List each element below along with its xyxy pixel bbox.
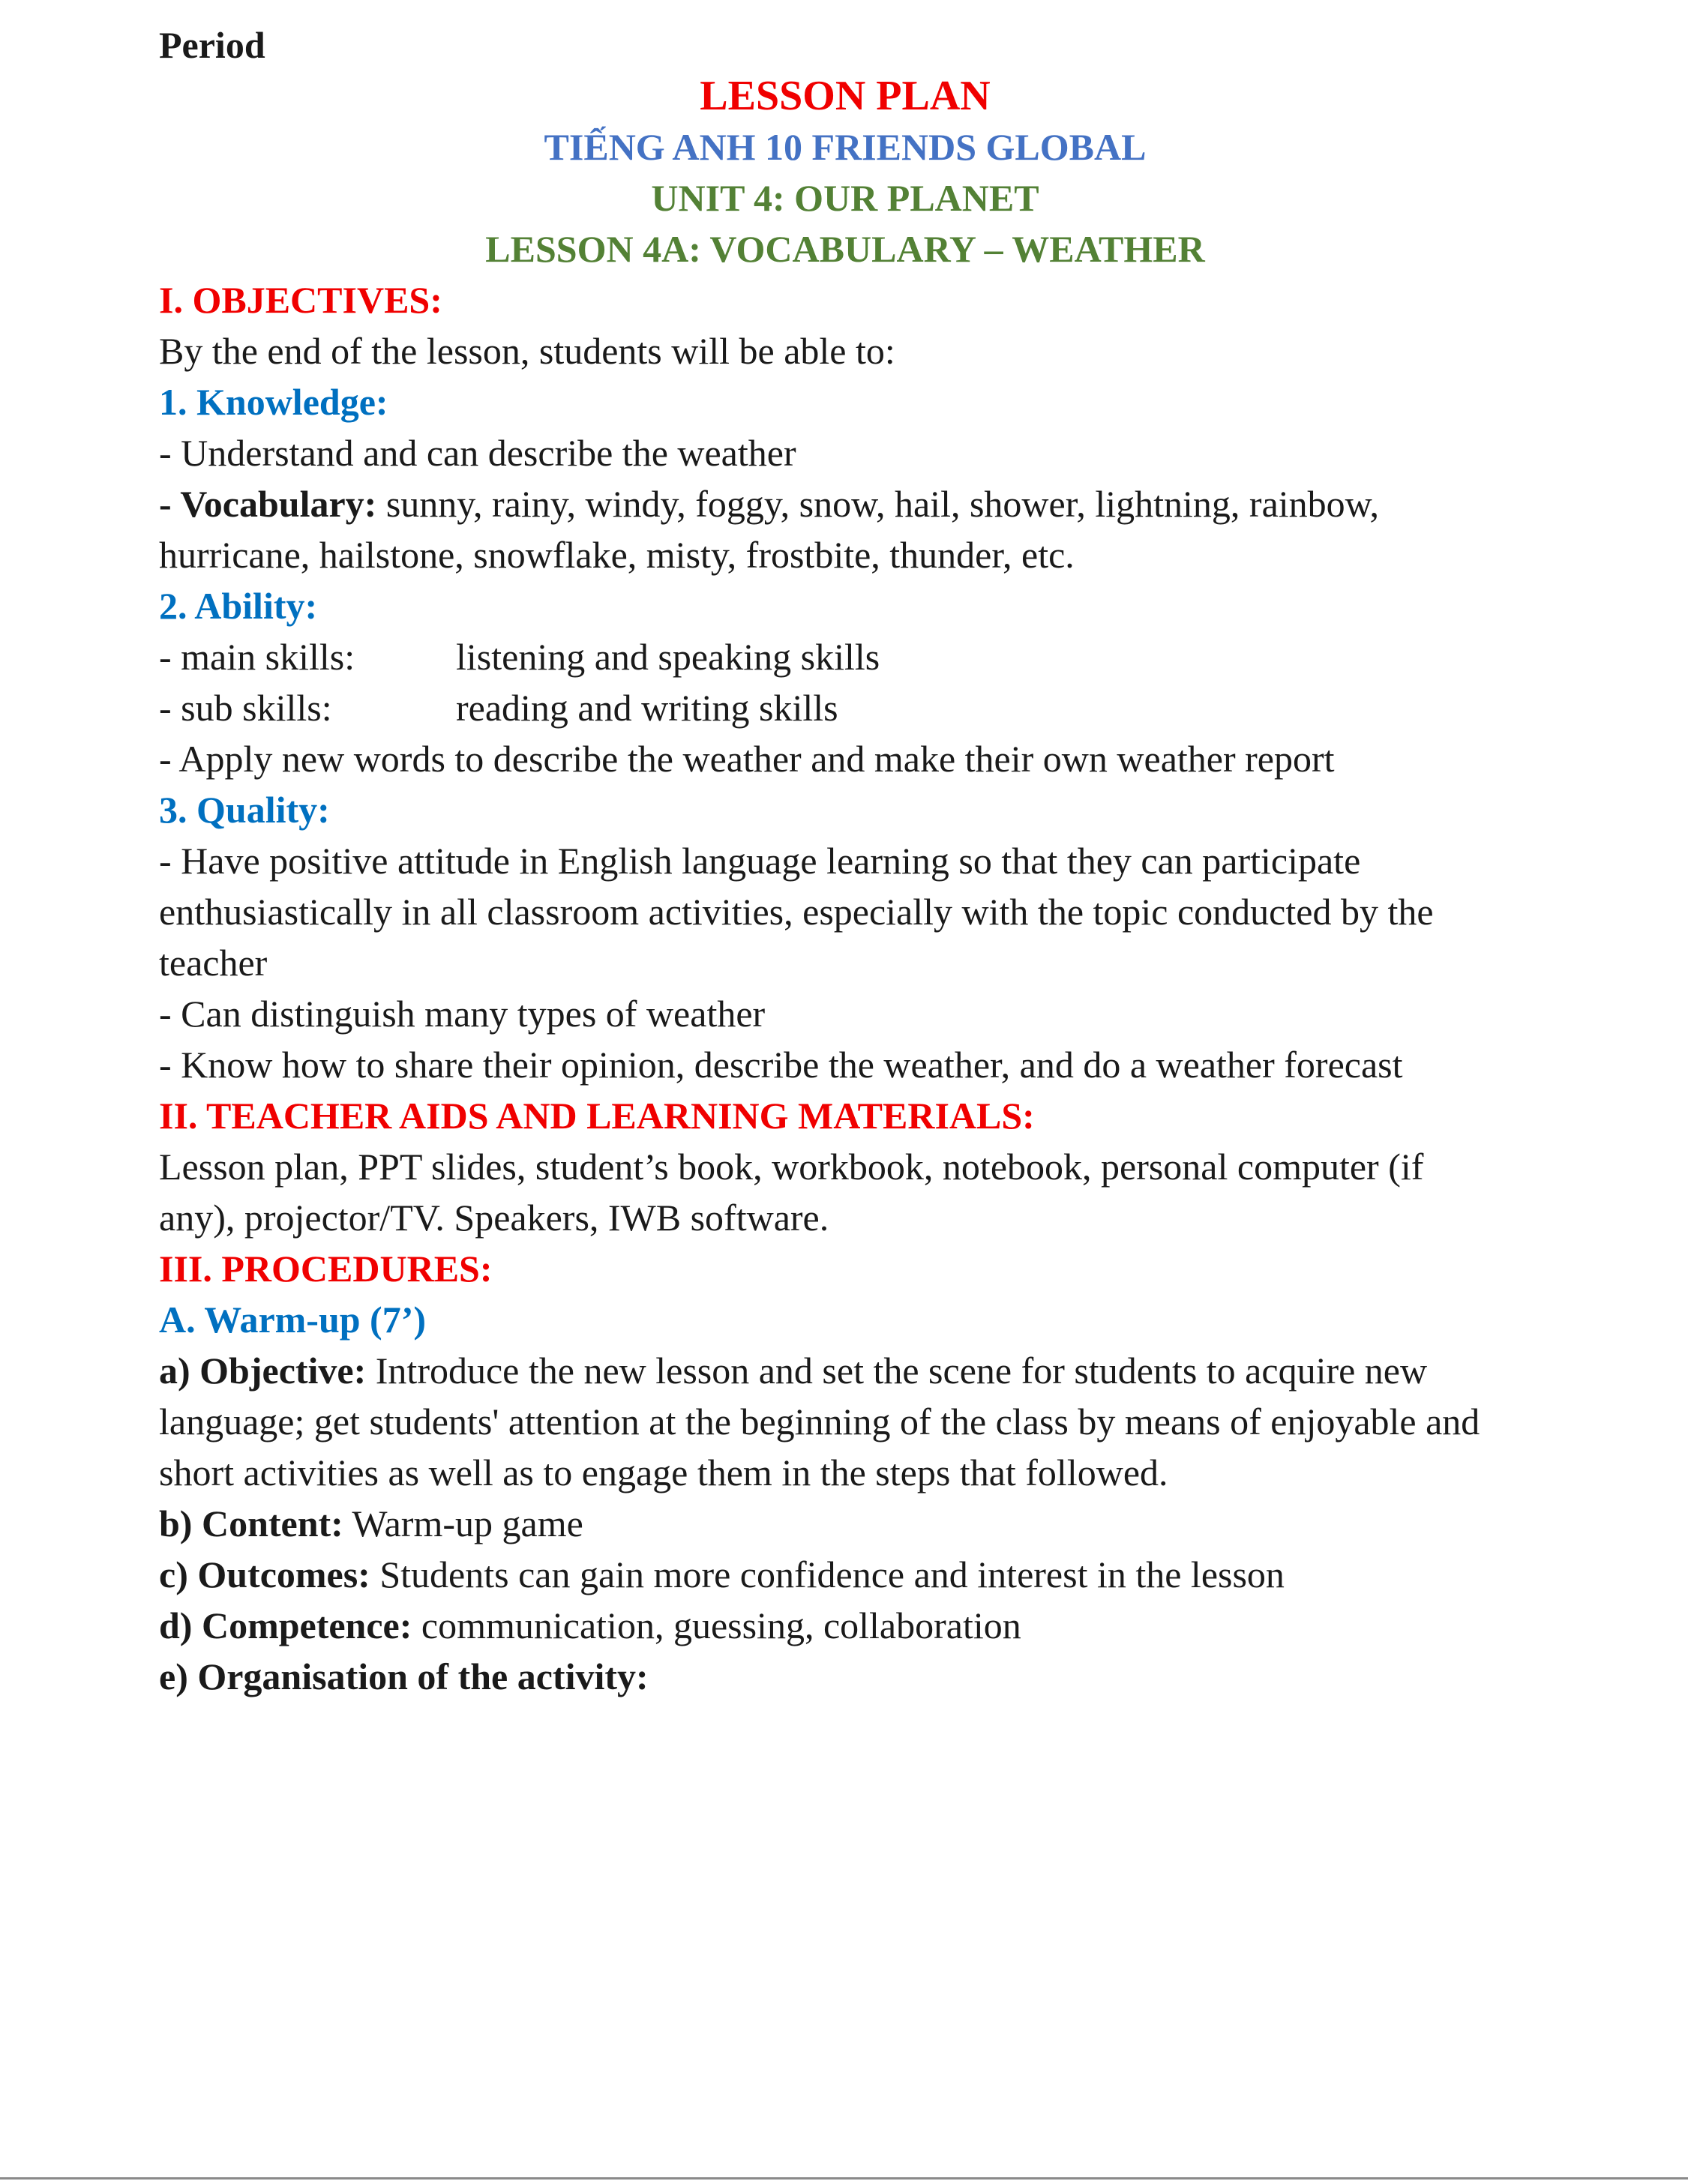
quality-line: teacher <box>159 942 268 984</box>
main-skills-label: - main skills: <box>159 636 355 678</box>
document-page <box>159 19 1531 1702</box>
page-bottom-border <box>0 2177 1688 2180</box>
outcomes-line <box>159 1549 1531 1600</box>
lesson-title: LESSON 4A: VOCABULARY – WEATHER <box>485 228 1205 270</box>
sub-skills-label: - sub skills: <box>159 687 332 729</box>
competence-value: communication, guessing, collaboration <box>412 1604 1021 1646</box>
competence-line <box>159 1600 1531 1651</box>
ability-apply: - Apply new words to describe the weather and make their own weather report <box>159 738 1335 780</box>
outcomes-value: Students can gain more confidence and interest in the lesson <box>370 1553 1285 1595</box>
knowledge-item: - Understand and can describe the weather <box>159 432 796 474</box>
vocabulary-line <box>159 478 1531 529</box>
materials-line: Lesson plan, PPT slides, student’s book, workbook, notebook, personal computer (if <box>159 1146 1424 1188</box>
outcomes-label: c) Outcomes: <box>159 1553 370 1595</box>
competence-label: d) Competence: <box>159 1604 412 1646</box>
quality-line: - Can distinguish many types of weather <box>159 993 766 1035</box>
main-skills-line <box>159 631 1531 682</box>
content-label: b) Content: <box>159 1502 343 1544</box>
quality-heading: 3. Quality: <box>159 789 330 831</box>
quality-line: - Know how to share their opinion, describe the weather, and do a weather forecast <box>159 1044 1403 1086</box>
content-value: Warm-up game <box>343 1502 583 1544</box>
course-title: TIẾNG ANH 10 FRIENDS GLOBAL <box>544 126 1147 168</box>
objectives-heading: I. OBJECTIVES: <box>159 279 442 321</box>
period-label: Period <box>159 24 265 66</box>
quality-line: - Have positive attitude in English language learning so that they can participate <box>159 840 1361 882</box>
unit-title: UNIT 4: OUR PLANET <box>651 177 1039 219</box>
warmup-heading: A. Warm-up (7’) <box>159 1299 427 1341</box>
objective-label: a) Objective: <box>159 1350 367 1392</box>
vocabulary-label: - Vocabulary: <box>159 483 377 525</box>
content-line <box>159 1498 1531 1549</box>
lesson-plan-title: LESSON PLAN <box>700 73 991 119</box>
vocabulary-list: sunny, rainy, windy, foggy, snow, hail, shower, lightning, rainbow, <box>376 483 1380 525</box>
knowledge-heading: 1. Knowledge: <box>159 381 388 423</box>
procedures-heading: III. PROCEDURES: <box>159 1248 493 1290</box>
objective-text: Introduce the new lesson and set the scene for students to acquire new <box>366 1350 1428 1392</box>
sub-skills-line <box>159 682 1531 733</box>
materials-heading: II. TEACHER AIDS AND LEARNING MATERIALS: <box>159 1095 1035 1137</box>
materials-line: any), projector/TV. Speakers, IWB software. <box>159 1197 829 1239</box>
objective-line <box>159 1345 1531 1396</box>
ability-heading: 2. Ability: <box>159 585 318 627</box>
objectives-intro: By the end of the lesson, students will be able to: <box>159 330 895 372</box>
objective-text-cont: language; get students' attention at the beginning of the class by means of enjoyable and <box>159 1401 1480 1443</box>
organisation-label: e) Organisation of the activity: <box>159 1655 649 1697</box>
main-skills-value: listening and speaking skills <box>456 636 880 678</box>
vocabulary-list-cont: hurricane, hailstone, snowflake, misty, frostbite, thunder, etc. <box>159 534 1075 576</box>
objective-text-cont: short activities as well as to engage them in the steps that followed. <box>159 1452 1168 1493</box>
quality-line: enthusiastically in all classroom activities, especially with the topic conducted by the <box>159 891 1434 933</box>
sub-skills-value: reading and writing skills <box>456 687 838 729</box>
